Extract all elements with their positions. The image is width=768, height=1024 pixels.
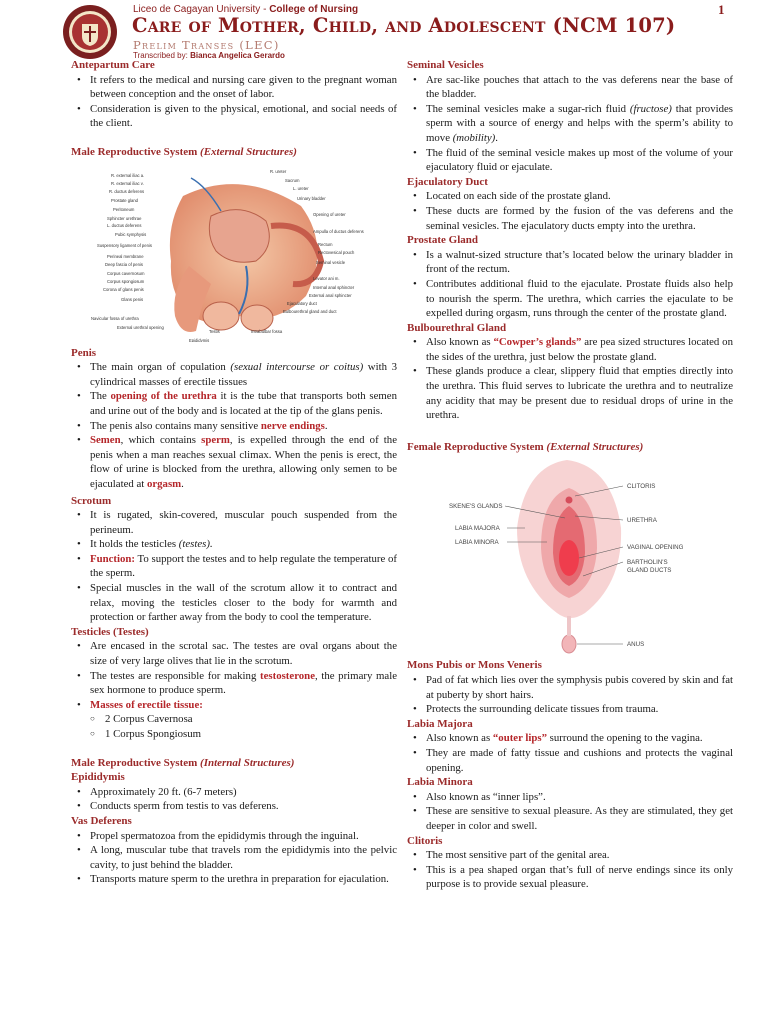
scrotum-list: [71, 508, 397, 625]
list-item: • They are made of fatty tissue and cushions and protects the vaginal opening.: [426, 746, 733, 775]
list-item: • This is a pea shaped organ that’s full of nerve endings since its only purpose is to provide sexual pleasure.: [426, 863, 733, 892]
figure-label: R. ureter: [270, 168, 287, 174]
list-item: • Located on each side of the prostate gland.: [426, 189, 733, 204]
figure-label: SKENE'S GLANDS: [449, 503, 503, 511]
ejaculatory-list: [407, 189, 733, 233]
epididymis-heading: Epididymis: [71, 771, 125, 784]
female-anatomy-figure: [407, 458, 733, 654]
list-item: • Also known as “outer lips” surround the opening to the vagina.: [426, 731, 733, 746]
sub-list-item: ○ 2 Corpus Cavernosa: [105, 712, 397, 727]
bulbourethral-list: [407, 335, 733, 423]
transcriber-line: Transcribed by: Bianca Angelica Gerardo: [133, 51, 285, 60]
figure-label: Levator ani m.: [313, 275, 340, 281]
figure-label: Rectovesical pouch: [318, 249, 355, 255]
vas-deferens-heading: Vas Deferens: [71, 814, 132, 827]
labia-majora-heading: Labia Majora: [407, 717, 473, 730]
prostate-list: [407, 248, 733, 321]
course-subtitle: Prelim Transes (LEC): [133, 38, 280, 52]
figure-label: Glans penis: [121, 296, 144, 302]
list-item: • These ducts are formed by the fusion of the vas deferens and the seminal vesicles. The ejaculatory ducts empty into the urethra.: [426, 204, 733, 233]
erectile-sublist: [71, 712, 397, 741]
figure-label: Bulbourethral gland and duct: [283, 308, 337, 314]
figure-label: ANUS: [627, 641, 645, 649]
list-item: • Also known as “Cowper’s glands” are pea sized structures located on the sides of the urethra, just below the prostate gland.: [426, 335, 733, 364]
mons-pubis-heading: Mons Pubis or Mons Veneris: [407, 659, 542, 672]
figure-label: Peritoneum: [113, 206, 135, 212]
list-item: • Protects the surrounding delicate tissues from trauma.: [426, 702, 733, 717]
figure-label: L. ductus deferens: [107, 222, 142, 228]
female-external-heading: Female Reproductive System (External Structures): [407, 440, 644, 453]
list-item: • Approximately 20 ft. (6-7 meters): [90, 785, 397, 800]
list-item: • The fluid of the seminal vesicle makes up most of the volume of your ejaculatory fluid or ejaculate.: [426, 146, 733, 175]
figure-label: LABIA MINORA: [455, 539, 499, 547]
figure-label: Internal anal sphincter: [313, 284, 355, 290]
figure-label: Opening of ureter: [313, 211, 346, 217]
figure-label: Ampulla of ductus deferens: [313, 228, 364, 234]
list-item: • The main organ of copulation (sexual intercourse or coitus) with 3 cylindrical masses of erectile tissues: [90, 360, 397, 389]
list-item: • These are sensitive to sexual pleasure. As they are stimulated, they get deeper in color and swell.: [426, 804, 733, 833]
figure-label: Rectum: [318, 241, 333, 247]
figure-label: Suspensory ligament of penis: [97, 242, 152, 248]
figure-label: Perineal membrane: [107, 253, 144, 259]
penis-heading: Penis: [71, 346, 97, 359]
list-item: • These glands produce a clear, slippery fluid that empties directly into the urethra. This fluid serves to lubricate the urethra and to neutralize any acidity that may be present due to residual drops of urine in the urethra.: [426, 364, 733, 422]
male-external-heading: Male Reproductive System (External Structures): [71, 145, 297, 158]
figure-label: URETHRA: [627, 517, 657, 525]
list-item: • Consideration is given to the physical, emotional, and social needs of the client.: [90, 102, 397, 131]
figure-label: Seminal vesicle: [316, 259, 346, 265]
male-internal-heading: Male Reproductive System (Internal Structures): [71, 756, 295, 769]
figure-label: Corona of glans penis: [103, 286, 144, 292]
sub-list-item: ○ 1 Corpus Spongiosum: [105, 727, 397, 742]
figure-label: Ejaculatory duct: [287, 300, 317, 306]
figure-label: R. external iliac a.: [111, 172, 145, 178]
list-item: • It holds the testicles (testes).: [90, 537, 397, 552]
list-item: • Transports mature sperm to the urethra in preparation for ejaculation.: [90, 872, 397, 887]
list-item: • The most sensitive part of the genital area.: [426, 848, 733, 863]
figure-label: Intrabulbar fossa: [251, 328, 283, 334]
figure-label: Corpus spongiosum: [107, 278, 145, 284]
list-item: • The testes are responsible for making testosterone, the primary male sex hormone to produce sperm.: [90, 669, 397, 698]
mons-list: [407, 673, 733, 717]
list-item: • It refers to the medical and nursing care given to the pregnant woman between conception and the onset of labor.: [90, 73, 397, 102]
figure-label: Pubic symphysis: [115, 231, 147, 237]
female-anatomy-illustration: [407, 458, 733, 654]
list-item: • Special muscles in the wall of the scrotum allow it to contract and relax, moving the testicles closer to the body for warmth and protection or farther away from the body to cool the temperature.: [90, 581, 397, 625]
labia-majora-list: [407, 731, 733, 775]
list-item: • Also known as “inner lips”.: [426, 790, 733, 805]
university-line: Liceo de Cagayan University - College of Nursing: [133, 4, 359, 15]
labia-minora-list: [407, 790, 733, 834]
clitoris-list: [407, 848, 733, 892]
list-item: • Are sac-like pouches that attach to the vas deferens near the base of the bladder.: [426, 73, 733, 102]
figure-label: Sphincter urethrae: [107, 215, 142, 221]
figure-label: Sacrum: [285, 177, 300, 183]
testicles-list: [71, 639, 397, 741]
scrotum-heading: Scrotum: [71, 494, 112, 507]
list-item: • Semen, which contains sperm, is expelled through the end of the penis when a man reaches sexual climax. When the penis is erect, the flow of urine is blocked from the urethra, allowing only semen to be ejaculated at orgasm.: [90, 433, 397, 491]
seminal-list: [407, 73, 733, 175]
figure-label: Corpus cavernosum: [107, 270, 145, 276]
labia-minora-heading: Labia Minora: [407, 776, 473, 789]
right-column: [407, 58, 733, 892]
prostate-gland-heading: Prostate Gland: [407, 234, 478, 247]
figure-label: Deep fascia of penis: [105, 261, 143, 267]
vas-deferens-list: [71, 829, 397, 887]
list-item: • It is rugated, skin-covered, muscular pouch suspended from the perineum.: [90, 508, 397, 537]
figure-label: External anal sphincter: [309, 292, 352, 298]
page-number: 1: [718, 2, 725, 17]
course-title: Care of Mother, Child, and Adolescent (NCM 107): [132, 14, 676, 37]
figure-label: Navicular fossa of urethra: [91, 315, 139, 321]
figure-label: Prostate gland: [111, 197, 139, 203]
list-item: • The opening of the urethra it is the tube that transports both semen and urine out of the body and is located at the tip of the glans penis.: [90, 389, 397, 418]
ejaculatory-duct-heading: Ejaculatory Duct: [407, 175, 488, 188]
male-anatomy-figure: [71, 166, 397, 342]
figure-label: VAGINAL OPENING: [627, 544, 684, 552]
seminal-vesicles-heading: Seminal Vesicles: [407, 59, 484, 71]
figure-label: External urethral opening: [117, 324, 164, 330]
penis-list: [71, 360, 397, 491]
testicles-heading: Testicles (Testes): [71, 625, 149, 638]
clitoris-heading: Clitoris: [407, 834, 443, 847]
figure-label: R. ductus deferens: [109, 188, 145, 194]
figure-label: GLAND DUCTS: [627, 567, 672, 575]
list-item: • Is a walnut-sized structure that’s located below the urinary bladder in front of the rectum.: [426, 248, 733, 277]
figure-label: BARTHOLIN'S: [627, 559, 668, 567]
figure-label: CLITORIS: [627, 483, 656, 491]
figure-label: LABIA MAJORA: [455, 525, 500, 533]
figure-label: Urinary bladder: [297, 195, 326, 201]
left-column: [71, 58, 397, 887]
antepartum-list: [71, 73, 397, 131]
list-item: • Function: To support the testes and to help regulate the temperature of the sperm.: [90, 552, 397, 581]
list-item: • Are encased in the scrotal sac. The testes are oval organs about the size of very large olives that lie in the scrotum.: [90, 639, 397, 668]
male-anatomy-illustration: [71, 166, 397, 342]
list-item: • The penis also contains many sensitive nerve endings.: [90, 419, 397, 434]
list-item: • The seminal vesicles make a sugar-rich fluid (fructose) that provides sperm with a source of energy and helps with the sperm’s ability to move (mobility).: [426, 102, 733, 146]
figure-label: R. external iliac v.: [111, 180, 144, 186]
figure-label: Epididymis: [189, 337, 210, 342]
epididymis-list: [71, 785, 397, 814]
antepartum-heading: Antepartum Care: [71, 59, 155, 71]
list-item: • Propel spermatozoa from the epididymis through the inguinal.: [90, 829, 397, 844]
list-item: • A long, muscular tube that travels rom the epididymis into the pelvic cavity, to just behind the bladder.: [90, 843, 397, 872]
list-item: • Conducts sperm from testis to vas deferens.: [90, 799, 397, 814]
bulbourethral-heading: Bulbourethral Gland: [407, 321, 507, 334]
figure-label: Testis: [209, 328, 220, 334]
list-item: • Masses of erectile tissue: ○ 2 Corpus Cavernosa ○ 1 Corpus Spongiosum: [90, 698, 397, 742]
university-seal-logo: [62, 4, 118, 60]
figure-label: L. ureter: [293, 185, 309, 191]
page-header: [0, 0, 768, 62]
list-item: • Contributes additional fluid to the ejaculate. Prostate fluids also help to nourish the sperm. The urethra, which carries the ejaculate to be expelled during orgasm, runs through the center of the prostate gland.: [426, 277, 733, 321]
list-item: • Pad of fat which lies over the symphysis pubis covered by skin and fat at puberty by short hairs.: [426, 673, 733, 702]
